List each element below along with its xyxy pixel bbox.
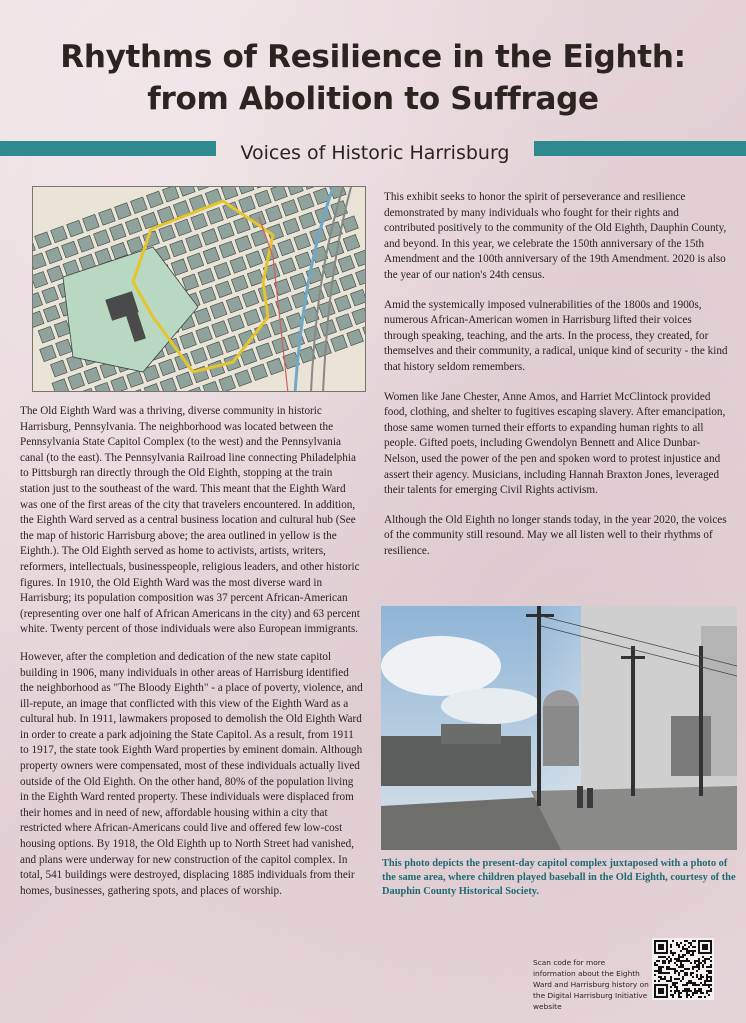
right-column [384, 190, 728, 559]
left-paragraph-1: The Old Eighth Ward was a thriving, diverse community in historic Harrisburg, Pennsylvania. The neighborhood was located between the Pennsylvania State Capitol Complex (to the west) and the Pennsylvania canal (to the east). The Pennsylvania Railroad line connecting Philadelphia to Pittsburgh ran directly through the Old Eighth, stopping at the train station just to the southeast of the ward. This meant that the Eighth Ward was one of the first areas of the city that travelers encountered. In addition, the Eighth Ward served as a central business location and cultural hub (See the map of historic Harrisburg above; the area outlined in yellow is the Eighth.). The Old Eighth served as home to activists, artists, writers, reformers, intellectuals, businesspeople, religious leaders, and other historic figures. In 1910, the Old Eighth Ward was the most diverse ward in Harrisburg; its population composition was 37 percent African-American (representing over one half of African Americans in the city) and 63 percent white. Twenty percent of those individuals were also European immigrants. [20, 405, 360, 636]
title-line-2: from Abolition to Suffrage [147, 81, 599, 117]
subtitle: Voices of Historic Harrisburg [240, 142, 510, 164]
accent-band-left [0, 141, 216, 156]
left-column [20, 404, 364, 899]
historic-map-image [32, 186, 366, 392]
accent-band-right [534, 141, 746, 156]
title-line-1: Rhythms of Resilience in the Eighth: [60, 39, 686, 75]
right-paragraph-1: This exhibit seeks to honor the spirit of perseverance and resilience demonstrated by many individuals who fought for their rights and contributed positively to the community of the Old Eighth, Dauphin County, and beyond. In this year, we celebrate the 150th anniversary of the 15th Amendment and the 100th anniversary of the 19th Amendment. 2020 is also the year of our nation's 24th census. [384, 191, 727, 281]
qr-note: Scan code for more information about the Eighth Ward and Harrisburg history on the Digital Harrisburg Initiative website [533, 958, 649, 1011]
left-paragraph-2: However, after the completion and dedication of the new state capitol building in 1906, many individuals in other areas of Harrisburg identified the neighborhood as "The Bloody Eighth" - a place of poverty, violence, and ill-repute, an image that conflicted with this view of the Eighth Ward as a cultural hub. In 1911, lawmakers proposed to demolish the Old Eighth Ward in order to create a park adjoining the State Capitol. As a result, from 1911 to 1917, the state took Eighth Ward properties by eminent domain. Although property owners were compensated, most of these individuals actually lived outside of the Old Eighth. On the other hand, 80% of the population living in the Eighth Ward rented property. These individuals were displaced from their homes and in need of new, affordable housing within a city that restricted where African-Americans could live and offered few low-cost housing options. By 1918, the Old Eighth up to North Street had vanished, and plans were underway for new construction of the capitol complex. In total, 541 buildings were destroyed, displacing 1885 individuals from their homes, businesses, gathering spots, and places of worship. [20, 650, 363, 897]
page-title [20, 36, 726, 120]
right-paragraph-4: Although the Old Eighth no longer stands today, in the year 2020, the voices of the community still resound. May we all listen well to their rhythms of resilience. [384, 513, 727, 557]
right-paragraph-2: Amid the systemically imposed vulnerabilities of the 1800s and 1900s, numerous African-American women in Harrisburg lifted their voices through speaking, teaching, and the arts. In the process, they created, for themselves and their community, a radical, unique kind of security - the kind that history seldom remembers. [384, 298, 728, 373]
qr-code[interactable] [652, 938, 714, 1000]
capitol-composite-photo [381, 606, 737, 850]
right-paragraph-3: Women like Jane Chester, Anne Amos, and Harriet McClintock provided food, clothing, and shelter to fugitives escaping slavery. After emancipation, those same women turned their efforts to expanding human rights to all people. Gifted poets, including Gwendolyn Bennett and Alice Dunbar-Nelson, used the power of the pen and spoken word to protest injustice and assert their agency. Musicians, including Hannah Braxton Jones, leveraged their talents for emerging Civil Rights activism. [384, 390, 726, 497]
photo-caption: This photo depicts the present-day capitol complex juxtaposed with a photo of the same area, where children played baseball in the Old Eighth, courtesy of the Dauphin County Historical Society. [382, 858, 736, 897]
